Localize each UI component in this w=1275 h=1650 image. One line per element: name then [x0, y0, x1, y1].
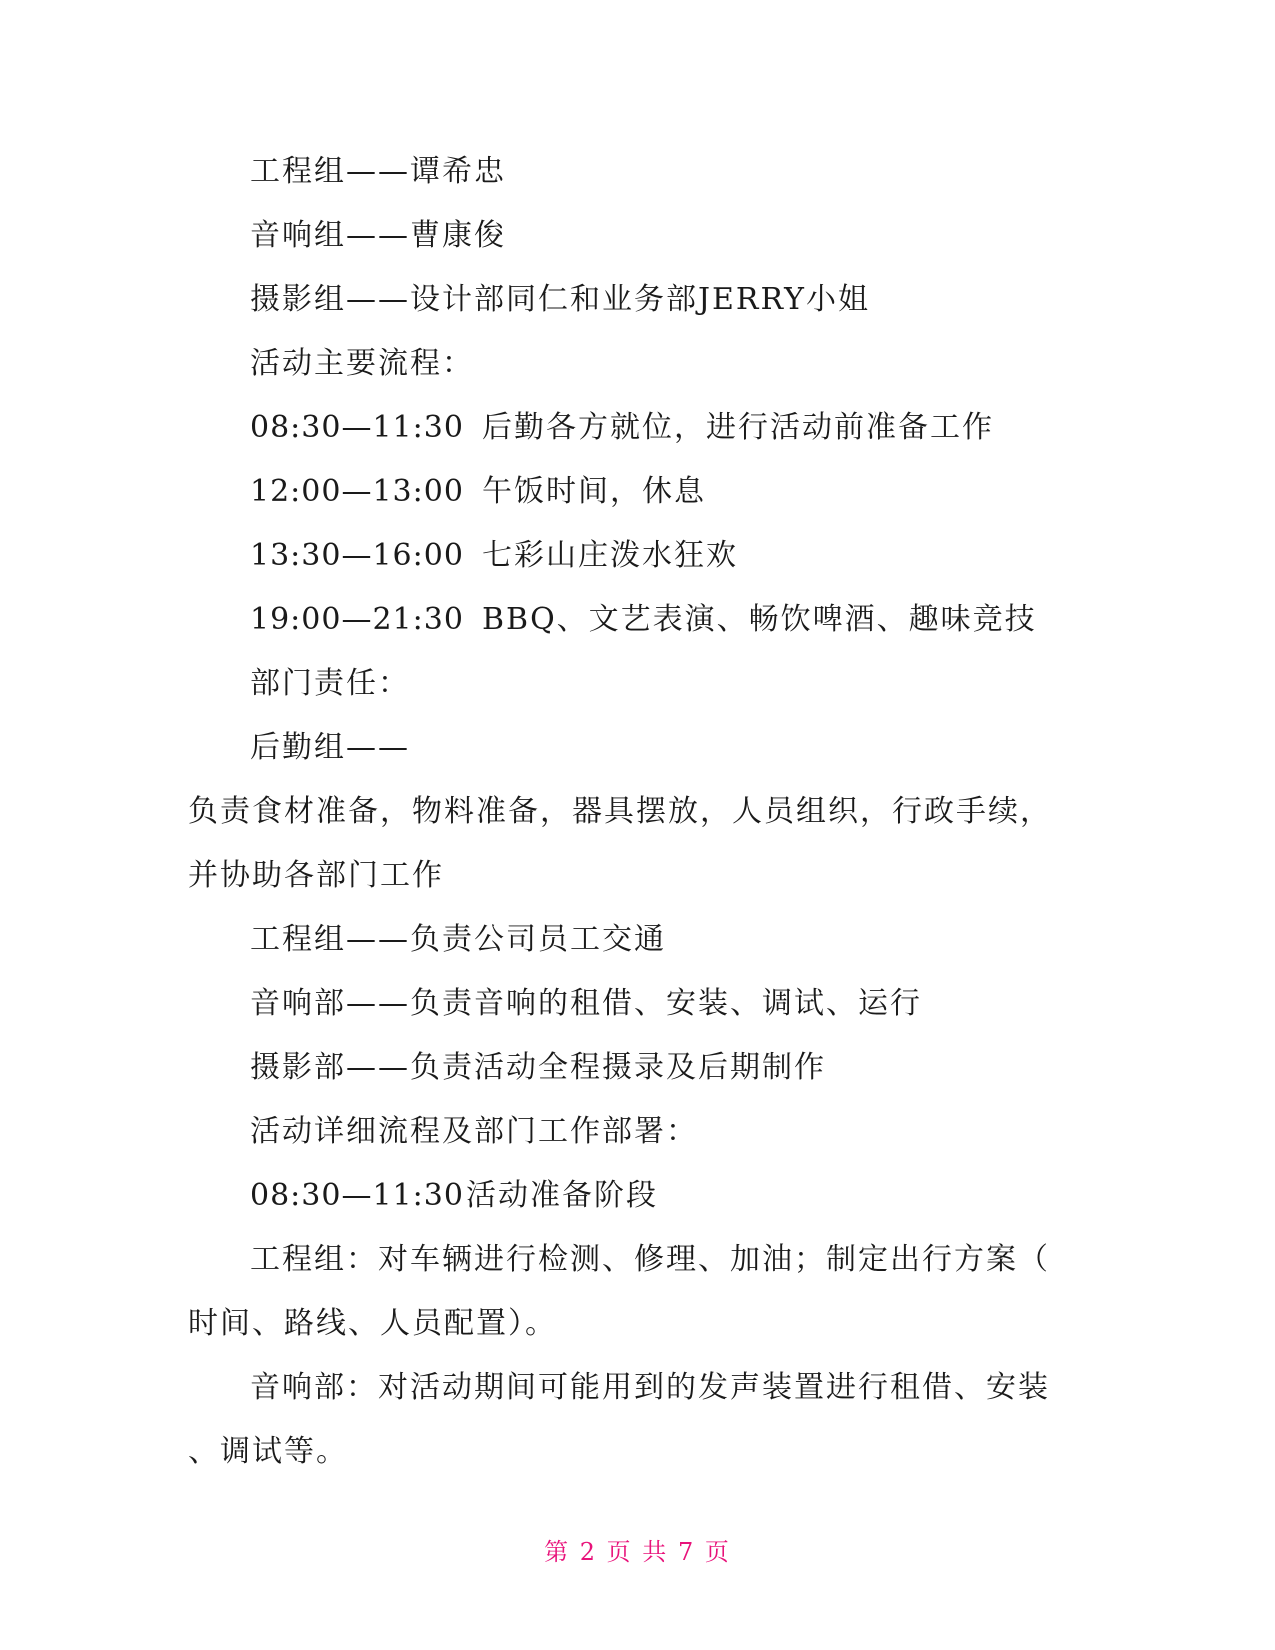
- schedule-description: 午饭时间，休息: [482, 474, 706, 509]
- paragraph-logistics-duties-cont: [188, 844, 1088, 908]
- heading-detailed-schedule: [188, 1100, 1088, 1164]
- paragraph-engineering-duties: [188, 908, 1088, 972]
- schedule-item: [188, 524, 1088, 588]
- heading-text: 部门责任：: [250, 666, 410, 701]
- paragraph-photography-group-lead: [188, 268, 1088, 332]
- schedule-time: 08:30—11:30: [250, 410, 464, 445]
- paragraph-text: 负责食材准备，物料准备，器具摆放，人员组织，行政手续，: [188, 794, 1052, 829]
- schedule-item: [188, 396, 1088, 460]
- schedule-time: 08:30—11:30: [250, 1178, 464, 1213]
- paragraph-text: 音响部——负责音响的租借、安装、调试、运行: [250, 986, 922, 1021]
- schedule-description: 活动准备阶段: [466, 1178, 658, 1213]
- paragraph-text: 摄影部——负责活动全程摄录及后期制作: [250, 1050, 826, 1085]
- paragraph-text: 工程组：对车辆进行检测、修理、加油；制定出行方案（: [250, 1242, 1050, 1277]
- schedule-time: 19:00—21:30: [250, 602, 464, 637]
- paragraph-engineering-group-lead: [188, 140, 1088, 204]
- paragraph-text: 时间、路线、人员配置）。: [188, 1306, 557, 1341]
- paragraph-audio-group-lead: [188, 204, 1088, 268]
- paragraph-audio-prep: [188, 1356, 1088, 1420]
- paragraph-text: 、调试等。: [188, 1434, 348, 1469]
- paragraph-audio-duties: [188, 972, 1088, 1036]
- heading-text: 活动主要流程：: [250, 346, 474, 381]
- paragraph-logistics-duties: [188, 780, 1088, 844]
- schedule-time: 12:00—13:00: [250, 474, 464, 509]
- paragraph-text: 摄影组——设计部同仁和业务部JERRY小姐: [250, 282, 870, 317]
- heading-department-responsibilities: [188, 652, 1088, 716]
- schedule-time: 13:30—16:00: [250, 538, 464, 573]
- schedule-item: [188, 588, 1088, 652]
- schedule-description: 七彩山庄泼水狂欢: [482, 538, 738, 573]
- paragraph-text: 音响部：对活动期间可能用到的发声装置进行租借、安装: [250, 1370, 1050, 1405]
- paragraph-audio-prep-cont: [188, 1420, 1088, 1484]
- paragraph-text: 工程组——谭希忠: [250, 154, 506, 189]
- schedule-item: [188, 1164, 1088, 1228]
- page-number-text: 第 2 页 共 7 页: [544, 1538, 731, 1566]
- paragraph-engineering-prep: [188, 1228, 1088, 1292]
- paragraph-text: 工程组——负责公司员工交通: [250, 922, 666, 957]
- paragraph-text: 后勤组——: [250, 730, 410, 765]
- paragraph-engineering-prep-cont: [188, 1292, 1088, 1356]
- paragraph-photography-duties: [188, 1036, 1088, 1100]
- schedule-item: [188, 460, 1088, 524]
- document-body: [188, 140, 1088, 1484]
- schedule-description: BBQ、文艺表演、畅饮啤酒、趣味竞技: [482, 602, 1037, 637]
- heading-text: 活动详细流程及部门工作部署：: [250, 1114, 698, 1149]
- paragraph-text: 音响组——曹康俊: [250, 218, 506, 253]
- paragraph-logistics-group: [188, 716, 1088, 780]
- schedule-description: 后勤各方就位，进行活动前准备工作: [482, 410, 994, 445]
- paragraph-text: 并协助各部门工作: [188, 858, 444, 893]
- heading-main-schedule: [188, 332, 1088, 396]
- page-number-footer: [0, 1532, 1275, 1567]
